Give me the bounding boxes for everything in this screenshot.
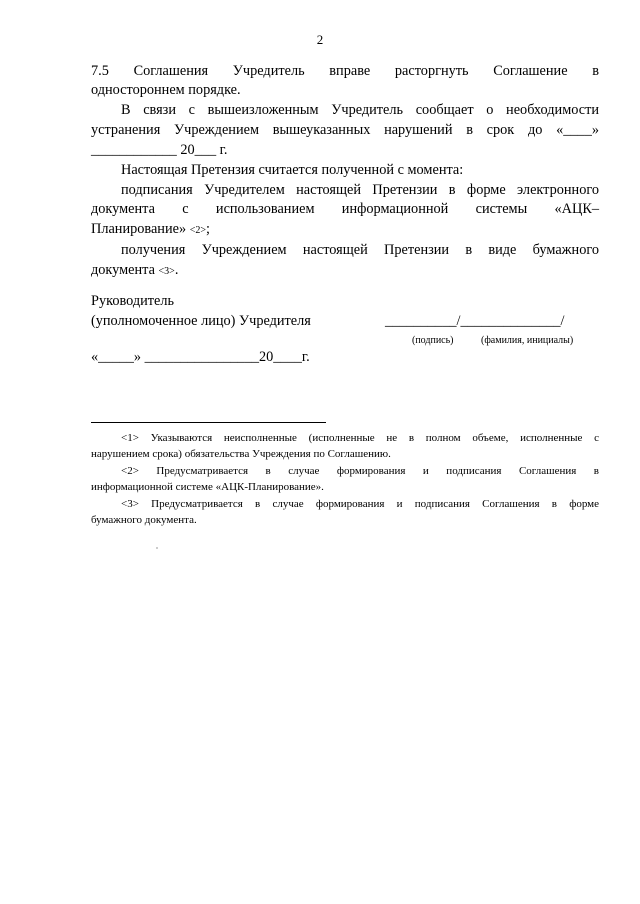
body-line-8: документа с использованием информационной системы «АЦК– xyxy=(91,201,599,217)
footnote-2-line-1: <2> Предусматривается в случае формирования и подписания Соглашения в xyxy=(121,465,599,477)
signer-subtitle: (уполномоченное лицо) Учредителя xyxy=(91,313,311,329)
body-line-5: ____________ 20___ г. xyxy=(91,142,228,158)
signature-date: «_____» ________________20____г. xyxy=(91,349,310,365)
body-line-7: подписания Учредителем настоящей Претензии в форме электронного xyxy=(121,182,599,198)
body-line-4: устранения Учреждением вышеуказанных нарушений в срок до «____» xyxy=(91,122,599,138)
signer-title: Руководитель xyxy=(91,293,175,309)
page-number: 2 xyxy=(316,32,324,47)
body-line-11-punct: . xyxy=(174,262,179,278)
body-line-11 xyxy=(91,261,599,281)
body-line-9-punct: ; xyxy=(205,221,210,237)
body-line-9 xyxy=(91,220,599,240)
scan-speck xyxy=(156,547,158,549)
footnote-2-line-2: информационной системе «АЦК-Планирование». xyxy=(91,481,324,493)
footnote-ref-2: <2> xyxy=(189,225,206,236)
footnote-ref-3: <3> xyxy=(158,266,175,277)
body-line-1: 7.5 Соглашения Учредитель вправе расторгнуть Соглашение в xyxy=(91,63,599,79)
body-line-2: одностороннем порядке. xyxy=(91,82,241,98)
signature-caption: (подпись) xyxy=(412,335,454,346)
footnote-1-line-2: нарушением срока) обязательства Учреждения по Соглашению. xyxy=(91,448,391,460)
body-line-3: В связи с вышеизложенным Учредитель сообщает о необходимости xyxy=(121,102,599,118)
footnote-1-line-1: <1> Указываются неисполненные (исполненные не в полном объеме, исполненные с xyxy=(121,432,599,444)
footnote-3-line-1: <3> Предусматривается в случае формирования и подписания Соглашения в форме xyxy=(121,498,599,510)
body-line-11-text: документа xyxy=(91,262,155,278)
footnote-3-line-2: бумажного документа. xyxy=(91,514,197,526)
footnote-separator xyxy=(91,422,326,423)
body-line-9-text: Планирование» xyxy=(91,221,187,237)
body-line-10: получения Учреждением настоящей Претензии в виде бумажного xyxy=(121,242,599,258)
body-line-6: Настоящая Претензия считается полученной с момента: xyxy=(121,162,464,178)
name-caption: (фамилия, инициалы) xyxy=(481,335,574,346)
signature-blank: __________/______________/ xyxy=(385,313,565,329)
